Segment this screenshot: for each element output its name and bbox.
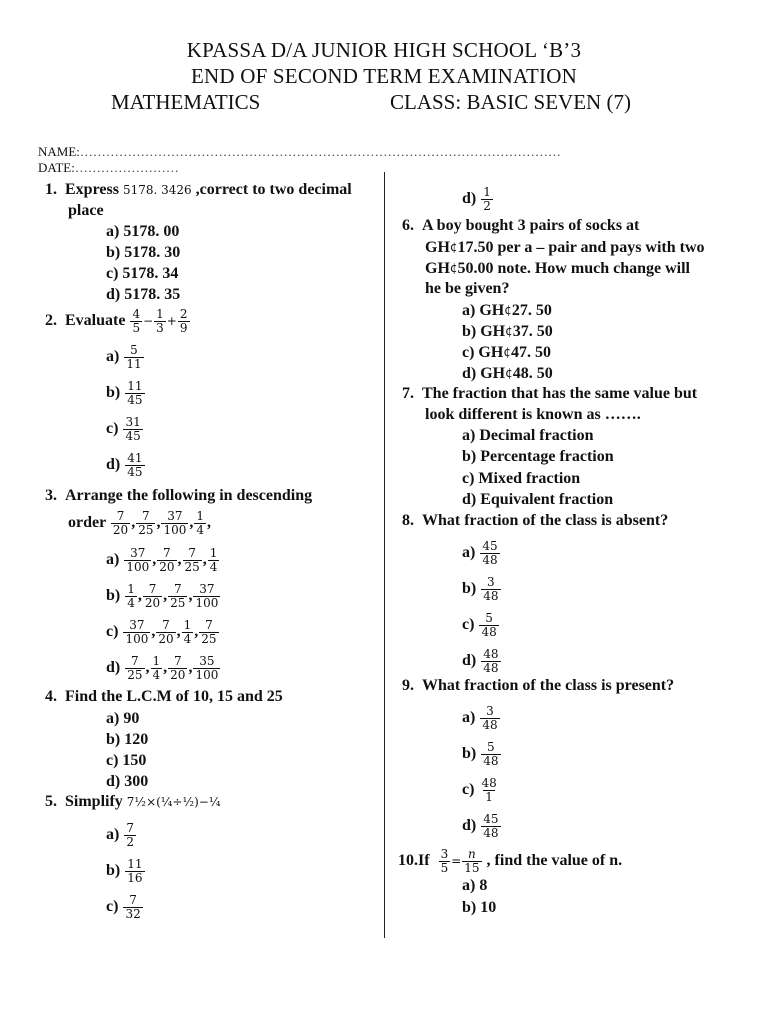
q9-option-d: d) $\frac{45}{48}$ [462, 812, 499, 840]
q3-option-c: c) $\frac{37}{100}$ , $\frac{7}{20}$ , $\frac{1}{4}$ , $\frac{7}{25}$ [106, 618, 217, 646]
q4-option-c: c) 150 [106, 752, 147, 769]
name-label: NAME: [38, 144, 80, 159]
question-4: 4. Find the L.C.M of 10, 15 and 25 [45, 688, 283, 705]
question-1: 1. Express 5178. 3426 ,correct to two decimal [45, 181, 352, 198]
question-6-line2: GH¢17.50 per a – pair and pays with two [425, 239, 705, 256]
school-name: KPASSA D/A JUNIOR HIGH SCHOOL ‘B’3 [186, 38, 582, 62]
question-6: 6. A boy bought 3 pairs of socks at [402, 217, 640, 234]
q6-option-c: c) GH¢47. 50 [462, 344, 551, 361]
class-title: CLASS: BASIC SEVEN (7) [390, 90, 631, 114]
question-3-line2: order $\frac{7}{20}$ , $\frac{7}{25}$ , $\frac{37}{100}$ , $\frac{1}{4}$ , [68, 509, 212, 537]
q1-option-a: a) 5178. 00 [106, 223, 180, 240]
q3-option-b: b) $\frac{1}{4}$ , $\frac{7}{20}$ , $\frac{7}{25}$ , $\frac{37}{100}$ [106, 582, 219, 610]
question-10: 10.If $\frac{3}{5}$ = $\frac{n}{15}$ , find the value of n. [398, 847, 623, 875]
q6-option-b: b) GH¢37. 50 [462, 323, 553, 340]
q7-option-b: b) Percentage fraction [462, 448, 614, 465]
question-2: 2. Evaluate $\frac{4}{5}$ − $\frac{1}{3}$ + $\frac{2}{9}$ [45, 307, 188, 335]
question-3: 3. Arrange the following in descending [45, 487, 313, 504]
name-blank: ………………………………………………………………………………………………… [79, 144, 561, 159]
question-6-line4: he be given? [425, 280, 510, 297]
q9-option-b: b) $\frac{5}{48}$ [462, 740, 499, 768]
q2-option-d: d) $\frac{41}{45}$ [106, 451, 143, 479]
q3-option-a: a) $\frac{37}{100}$ , $\frac{7}{20}$ , $\frac{7}{25}$ , $\frac{1}{4}$ [106, 546, 218, 574]
question-7: 7. The fraction that has the same value but [402, 385, 698, 402]
exam-title: END OF SECOND TERM EXAMINATION [191, 64, 577, 88]
q10-option-a: a) 8 [462, 877, 488, 894]
question-6-line3: GH¢50.00 note. How much change will [425, 260, 690, 277]
q4-option-d: d) 300 [106, 773, 149, 790]
q7-option-c: c) Mixed fraction [462, 470, 581, 487]
q5-option-c: c) $\frac{7}{32}$ [106, 893, 141, 921]
q6-option-a: a) GH¢27. 50 [462, 302, 552, 319]
question-8: 8. What fraction of the class is absent? [402, 512, 669, 529]
q9-option-a: a) $\frac{3}{48}$ [462, 704, 498, 732]
column-divider [384, 172, 385, 938]
question-1-line2: place [68, 202, 104, 219]
q4-option-a: a) 90 [106, 710, 140, 727]
question-7-line2: look different is known as ……. [425, 406, 641, 423]
subject-title: MATHEMATICS [111, 90, 261, 114]
q8-option-d: d) $\frac{48}{48}$ [462, 647, 499, 675]
q4-option-b: b) 120 [106, 731, 149, 748]
q2-option-a: a) $\frac{5}{11}$ [106, 343, 142, 371]
question-5: 5. Simplify 7½×(¼÷½)−¼ [45, 793, 221, 810]
q2-fraction-3: $\frac{2}{9}$ [179, 307, 188, 335]
q5-expression: 7½×(¼÷½)−¼ [126, 795, 221, 809]
q5-option-a: a) $\frac{7}{2}$ [106, 821, 134, 849]
question-9: 9. What fraction of the class is present? [402, 677, 675, 694]
q5-option-d: d) $\frac{1}{2}$ [462, 185, 491, 213]
q7-option-d: d) Equivalent fraction [462, 491, 614, 508]
q6-option-d: d) GH¢48. 50 [462, 365, 553, 382]
q8-option-c: c) $\frac{5}{48}$ [462, 611, 497, 639]
q3-option-d: d) $\frac{7}{25}$ , $\frac{1}{4}$ , $\frac{7}{20}$ , $\frac{35}{100}$ [106, 654, 219, 682]
q8-option-a: a) $\frac{45}{48}$ [462, 539, 498, 567]
name-date-line [38, 144, 698, 176]
q2-option-c: c) $\frac{31}{45}$ [106, 415, 141, 443]
q2-option-b: b) $\frac{11}{45}$ [106, 379, 143, 407]
q1-value: 5178. 3426 [122, 183, 192, 197]
date-blank: …………………… [74, 160, 179, 175]
q5-option-b: b) $\frac{11}{16}$ [106, 857, 143, 885]
q9-option-c: c) $\frac{48}{1}$ [462, 776, 497, 804]
q1-option-b: b) 5178. 30 [106, 244, 181, 261]
q8-option-b: b) $\frac{3}{48}$ [462, 575, 499, 603]
q1-option-c: c) 5178. 34 [106, 265, 179, 282]
q2-fraction-2: $\frac{1}{3}$ [156, 307, 164, 335]
q10-option-b: b) 10 [462, 899, 497, 916]
q2-fraction-1: $\frac{4}{5}$ [132, 307, 141, 335]
q1-option-d: d) 5178. 35 [106, 286, 181, 303]
q7-option-a: a) Decimal fraction [462, 427, 594, 444]
date-label: DATE: [38, 160, 75, 175]
